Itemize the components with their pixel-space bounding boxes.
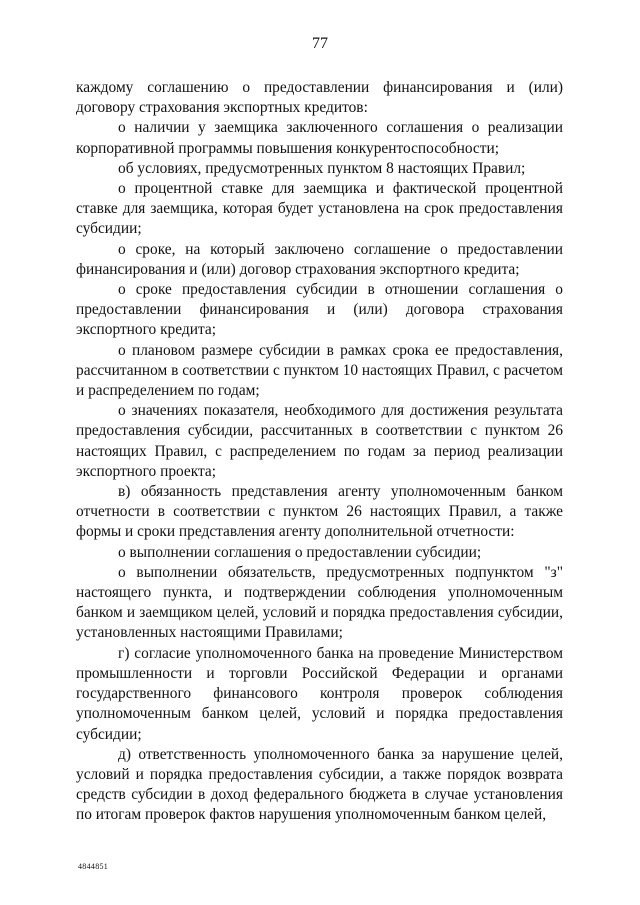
document-body bbox=[76, 78, 563, 826]
paragraph-10: о выполнении соглашения о предоставлении субсидии; bbox=[118, 543, 482, 561]
paragraph-1: каждому соглашению о предоставлении финансирования и (или) договору страхования экспортных кредитов: bbox=[76, 79, 563, 117]
paragraph-7: о плановом размере субсидии в рамках срока ее предоставления, рассчитанном в соответствии с пунктом 10 настоящих Правил, с расчетом и распределением по годам; bbox=[76, 341, 563, 400]
paragraph-5: о сроке, на который заключено соглашение о предоставлении финансирования и (или) договор страхования экспортного кредита; bbox=[76, 240, 563, 278]
paragraph-13: д) ответственность уполномоченного банка за нарушение целей, условий и порядка предоставления субсидии, а также порядок возврата средств субсидии в доход федерального бюджета в случае установления по итогам проверок фактов нарушения уполномоченным банком целей, bbox=[76, 745, 563, 824]
paragraph-6: о сроке предоставления субсидии в отношении соглашения о предоставлении финансирования и (или) договора страхования экспортного кредита; bbox=[76, 281, 563, 339]
paragraph-8: о значениях показателя, необходимого для достижения результата предоставления субсидии, рассчитанных в соответствии с пунктом 26 настоящих Правил, с распределением по годам за период реализации экспортного проекта; bbox=[76, 402, 563, 480]
paragraph-9: в) обязанность представления агенту уполномоченным банком отчетности в соответствии с пунктом 26 настоящих Правил, а также формы и сроки представления агенту дополнительной отчетности: bbox=[76, 483, 563, 541]
paragraph-4: о процентной ставке для заемщика и фактической процентной ставке для заемщика, которая будет установлена на срок предоставления субсидии; bbox=[76, 180, 563, 238]
page-number: 77 bbox=[312, 35, 328, 52]
paragraph-11: о выполнении обязательств, предусмотренных подпунктом "з" настоящего пункта, и подтверждении соблюдения уполномоченным банком и заемщиком целей, условий и порядка предоставления субсидии, установленных настоящими Правилами; bbox=[76, 563, 563, 642]
paragraph-12: г) согласие уполномоченного банка на проведение Министерством промышленности и торговли Российской Федерации и органами государственного финансового контроля проверок соблюдения уполномоченным банком целей, условий и порядка предоставления субсидии; bbox=[76, 644, 563, 743]
paragraph-2: о наличии у заемщика заключенного соглашения о реализации корпоративной программы повышения конкурентоспособности; bbox=[76, 119, 563, 157]
paragraph-3: об условиях, предусмотренных пунктом 8 настоящих Правил; bbox=[118, 159, 526, 177]
document-code: 4844851 bbox=[78, 862, 109, 871]
